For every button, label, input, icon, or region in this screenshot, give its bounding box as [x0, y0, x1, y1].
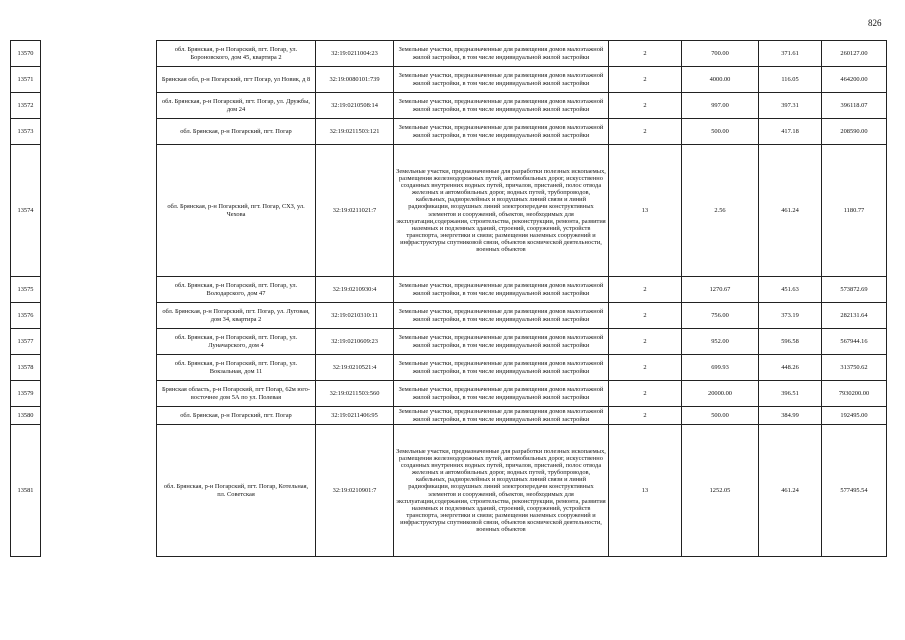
- column-gap: [41, 277, 157, 303]
- land-use-cell: Земельные участки, предназначенные для разработки полезных ископаемых, размещения железнодорожных путей, автомобильных дорог, искусственно созданных внутренних водных путей, причалов, пристаней, полос отвода железных и автомобильных дорог, водных путей, трубопроводов, кабельных, радиорелейных и воздушных линий связи и линий радиофикации, воздушных линий электропередачи конструктивных элементов и сооружений, объектов, необходимых для эксплуатации,содержания, строительства, реконструкции, ремонта, развития наземных и подземных зданий, строений, сооружений, устройств транспорта, энергетики и связи; размещения наземных сооружений и инфраструктуры спутниковой связи, объектов космической деятельности, военных объектов: [394, 425, 609, 557]
- address-cell: обл. Брянская, р-н Погарский, пгт. Погар, ул. Дружбы, дом 24: [157, 93, 316, 119]
- group-cell: 2: [609, 119, 682, 145]
- cadastral-value-cell: 282131.64: [822, 303, 887, 329]
- table-row: [11, 425, 887, 557]
- area-cell: 2.56: [682, 145, 759, 277]
- address-cell: Брянская обл, р-н Погарский, пгт Погар, ул Новик, д 8: [157, 67, 316, 93]
- row-number: 13571: [11, 67, 41, 93]
- cadastral-value-cell: 192495.00: [822, 407, 887, 425]
- group-cell: 2: [609, 303, 682, 329]
- column-gap: [41, 355, 157, 381]
- row-number: 13579: [11, 381, 41, 407]
- area-cell: 699.93: [682, 355, 759, 381]
- specific-value-cell: 596.58: [759, 329, 822, 355]
- cadastral-number-cell: 32:19:0210508:14: [316, 93, 394, 119]
- column-gap: [41, 381, 157, 407]
- group-cell: 2: [609, 41, 682, 67]
- land-registry-table: [10, 40, 887, 557]
- group-cell: 2: [609, 355, 682, 381]
- group-cell: 2: [609, 93, 682, 119]
- cadastral-value-cell: 464200.00: [822, 67, 887, 93]
- table-row: [11, 145, 887, 277]
- table-row: [11, 41, 887, 67]
- address-cell: обл. Брянская, р-н Погарский, пгт. Погар, ул. Володарского, дом 47: [157, 277, 316, 303]
- land-use-cell: Земельные участки, предназначенные для размещения домов малоэтажной жилой застройки, в том числе индивидуальной жилой застройки: [394, 381, 609, 407]
- table-row: [11, 329, 887, 355]
- group-cell: 13: [609, 145, 682, 277]
- area-cell: 997.00: [682, 93, 759, 119]
- cadastral-value-cell: 577495.54: [822, 425, 887, 557]
- cadastral-number-cell: 32:19:0080101:739: [316, 67, 394, 93]
- column-gap: [41, 145, 157, 277]
- land-use-cell: Земельные участки, предназначенные для размещения домов малоэтажной жилой застройки, в том числе индивидуальной жилой застройки: [394, 303, 609, 329]
- land-use-cell: Земельные участки, предназначенные для размещения домов малоэтажной жилой застройки, в том числе индивидуальной жилой застройки: [394, 67, 609, 93]
- cadastral-value-cell: 396118.07: [822, 93, 887, 119]
- row-number: 13577: [11, 329, 41, 355]
- cadastral-value-cell: 567944.16: [822, 329, 887, 355]
- specific-value-cell: 396.51: [759, 381, 822, 407]
- group-cell: 2: [609, 67, 682, 93]
- address-cell: обл. Брянская, р-н Погарский, пгт. Погар, ул. Бороновского, дом 45, квартира 2: [157, 41, 316, 67]
- page-number: 826: [868, 18, 882, 28]
- cadastral-number-cell: 32:19:0210930:4: [316, 277, 394, 303]
- area-cell: 1270.67: [682, 277, 759, 303]
- cadastral-number-cell: 32:19:0211406:95: [316, 407, 394, 425]
- column-gap: [41, 425, 157, 557]
- table-row: [11, 277, 887, 303]
- cadastral-value-cell: 1180.77: [822, 145, 887, 277]
- land-use-cell: Земельные участки, предназначенные для размещения домов малоэтажной жилой застройки, в том числе индивидуальной жилой застройки: [394, 41, 609, 67]
- cadastral-value-cell: 573872.69: [822, 277, 887, 303]
- column-gap: [41, 329, 157, 355]
- area-cell: 700.00: [682, 41, 759, 67]
- row-number: 13570: [11, 41, 41, 67]
- area-cell: 1252.05: [682, 425, 759, 557]
- table-row: [11, 67, 887, 93]
- address-cell: обл. Брянская, р-н Погарский, пгт. Погар, ул. Луначарского, дом 4: [157, 329, 316, 355]
- area-cell: 500.00: [682, 407, 759, 425]
- land-use-cell: Земельные участки, предназначенные для размещения домов малоэтажной жилой застройки, в том числе индивидуальной жилой застройки: [394, 407, 609, 425]
- table-row: [11, 93, 887, 119]
- land-use-cell: Земельные участки, предназначенные для размещения домов малоэтажной жилой застройки, в том числе индивидуальной жилой застройки: [394, 355, 609, 381]
- address-cell: обл. Брянская, р-н Погарский, пгт. Погар: [157, 407, 316, 425]
- area-cell: 20000.00: [682, 381, 759, 407]
- row-number: 13572: [11, 93, 41, 119]
- row-number: 13575: [11, 277, 41, 303]
- table-row: [11, 381, 887, 407]
- column-gap: [41, 407, 157, 425]
- address-cell: обл. Брянская, р-н Погарский, пгт. Погар, ул. Вокзальная, дом 11: [157, 355, 316, 381]
- group-cell: 13: [609, 425, 682, 557]
- row-number: 13578: [11, 355, 41, 381]
- row-number: 13576: [11, 303, 41, 329]
- specific-value-cell: 371.61: [759, 41, 822, 67]
- row-number: 13573: [11, 119, 41, 145]
- cadastral-number-cell: 32:19:0211021:7: [316, 145, 394, 277]
- specific-value-cell: 116.05: [759, 67, 822, 93]
- cadastral-value-cell: 313750.62: [822, 355, 887, 381]
- address-cell: обл. Брянская, р-н Погарский, пгт. Погар: [157, 119, 316, 145]
- specific-value-cell: 384.99: [759, 407, 822, 425]
- table-row: [11, 355, 887, 381]
- specific-value-cell: 397.31: [759, 93, 822, 119]
- row-number: 13580: [11, 407, 41, 425]
- cadastral-number-cell: 32:19:0210901:7: [316, 425, 394, 557]
- group-cell: 2: [609, 407, 682, 425]
- cadastral-value-cell: 208590.00: [822, 119, 887, 145]
- table-row: [11, 119, 887, 145]
- cadastral-number-cell: 32:19:0211503:560: [316, 381, 394, 407]
- cadastral-number-cell: 32:19:0210521:4: [316, 355, 394, 381]
- group-cell: 2: [609, 277, 682, 303]
- cadastral-number-cell: 32:19:0211004:23: [316, 41, 394, 67]
- area-cell: 4000.00: [682, 67, 759, 93]
- column-gap: [41, 119, 157, 145]
- land-use-cell: Земельные участки, предназначенные для размещения домов малоэтажной жилой застройки, в том числе индивидуальной жилой застройки: [394, 93, 609, 119]
- specific-value-cell: 461.24: [759, 425, 822, 557]
- address-cell: обл. Брянская, р-н Погарский, пгт. Погар, СХЗ, ул. Чехова: [157, 145, 316, 277]
- area-cell: 756.00: [682, 303, 759, 329]
- specific-value-cell: 461.24: [759, 145, 822, 277]
- address-cell: обл. Брянская, р-н Погарский, пгт. Погар, ул. Луговая, дом 34, квартира 2: [157, 303, 316, 329]
- land-use-cell: Земельные участки, предназначенные для разработки полезных ископаемых, размещения железнодорожных путей, автомобильных дорог, искусственно созданных внутренних водных путей, причалов, пристаней, полос отвода железных и автомобильных дорог, водных путей, трубопроводов, кабельных, радиорелейных и воздушных линий связи и линий радиофикации, воздушных линий электропередачи конструктивных элементов и сооружений, объектов, необходимых для эксплуатации,содержания, строительства, реконструкции, ремонта, развития наземных и подземных зданий, строений, сооружений, устройств транспорта, энергетики и связи; размещения наземных сооружений и инфраструктуры спутниковой связи, объектов космической деятельности, военных объектов: [394, 145, 609, 277]
- cadastral-number-cell: 32:19:0210609:23: [316, 329, 394, 355]
- column-gap: [41, 93, 157, 119]
- area-cell: 952.00: [682, 329, 759, 355]
- row-number: 13581: [11, 425, 41, 557]
- column-gap: [41, 67, 157, 93]
- column-gap: [41, 41, 157, 67]
- cadastral-number-cell: 32:19:0210310:11: [316, 303, 394, 329]
- land-use-cell: Земельные участки, предназначенные для размещения домов малоэтажной жилой застройки, в том числе индивидуальной жилой застройки: [394, 119, 609, 145]
- row-number: 13574: [11, 145, 41, 277]
- specific-value-cell: 448.26: [759, 355, 822, 381]
- group-cell: 2: [609, 329, 682, 355]
- cadastral-value-cell: 7930200.00: [822, 381, 887, 407]
- cadastral-number-cell: 32:19:0211503:121: [316, 119, 394, 145]
- specific-value-cell: 451.63: [759, 277, 822, 303]
- address-cell: Брянская область, р-н Погарский, пгт Погар, 62м юго-восточнее дом 5А по ул. Полевая: [157, 381, 316, 407]
- table-row: [11, 303, 887, 329]
- area-cell: 500.00: [682, 119, 759, 145]
- address-cell: обл. Брянская, р-н Погарский, пгт. Погар, Котельная, пл. Советская: [157, 425, 316, 557]
- specific-value-cell: 417.18: [759, 119, 822, 145]
- specific-value-cell: 373.19: [759, 303, 822, 329]
- table-body: [11, 41, 887, 557]
- land-use-cell: Земельные участки, предназначенные для размещения домов малоэтажной жилой застройки, в том числе индивидуальной жилой застройки: [394, 277, 609, 303]
- table-row: [11, 407, 887, 425]
- cadastral-value-cell: 260127.00: [822, 41, 887, 67]
- group-cell: 2: [609, 381, 682, 407]
- land-use-cell: Земельные участки, предназначенные для размещения домов малоэтажной жилой застройки, в том числе индивидуальной жилой застройки: [394, 329, 609, 355]
- column-gap: [41, 303, 157, 329]
